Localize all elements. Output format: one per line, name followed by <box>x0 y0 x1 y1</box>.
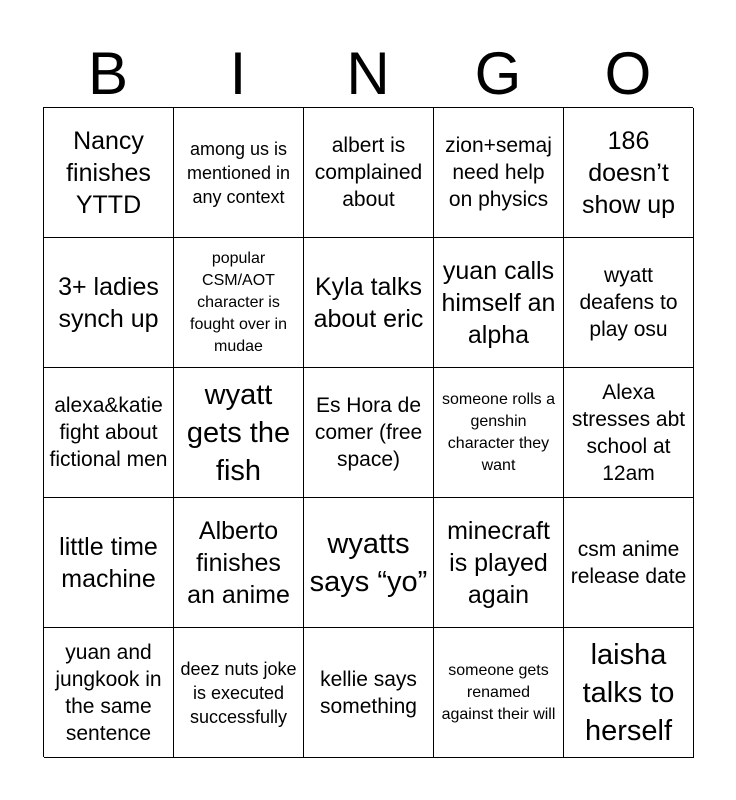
bingo-cell <box>304 628 434 758</box>
cell-text: 186 doesn’t show up <box>581 126 676 219</box>
cell-text: deez nuts joke is executed successfully <box>180 658 297 727</box>
bingo-cell <box>174 368 304 498</box>
bingo-cell <box>564 238 694 368</box>
cell-text: kellie says something <box>320 667 417 718</box>
cell-text: Kyla talks about eric <box>313 272 424 333</box>
header-letter-b: B <box>87 40 129 107</box>
header-letter-n: N <box>346 40 390 107</box>
cell-text: csm anime release date <box>570 537 687 588</box>
header-letter-g: G <box>474 40 522 107</box>
cell-text: little time machine <box>59 532 158 593</box>
bingo-cell <box>44 628 174 758</box>
cell-text: Alexa stresses abt school at 12am <box>571 380 686 485</box>
bingo-cell <box>564 628 694 758</box>
cell-text: albert is complained about <box>314 134 423 211</box>
cell-text: Es Hora de comer (free space) <box>314 394 423 471</box>
bingo-cell <box>434 238 564 368</box>
bingo-cell <box>304 498 434 628</box>
bingo-cell <box>304 238 434 368</box>
bingo-cell <box>304 368 434 498</box>
cell-text: wyatt gets the fish <box>186 378 291 487</box>
bingo-cell <box>434 498 564 628</box>
bingo-cell <box>434 108 564 238</box>
bingo-cell <box>304 108 434 238</box>
cell-text: someone gets renamed against their will <box>441 661 556 723</box>
bingo-cell <box>44 238 174 368</box>
cell-text: among us is mentioned in any context <box>186 138 291 207</box>
bingo-grid <box>43 107 693 757</box>
header-letter-i: I <box>229 40 247 107</box>
bingo-cell <box>44 108 174 238</box>
cell-text: zion+semaj need help on physics <box>445 134 552 211</box>
bingo-cell <box>564 498 694 628</box>
bingo-cell <box>564 368 694 498</box>
cell-text: minecraft is played again <box>447 516 550 609</box>
bingo-cell <box>434 368 564 498</box>
cell-text: someone rolls a genshin character they want <box>442 390 555 474</box>
bingo-cell <box>564 108 694 238</box>
bingo-cell <box>174 108 304 238</box>
bingo-cell <box>44 498 174 628</box>
cell-text: Alberto finishes an anime <box>187 516 290 609</box>
cell-text: wyatt deafens to play osu <box>579 264 678 341</box>
cell-text: Nancy finishes YTTD <box>66 126 151 219</box>
cell-text: yuan calls himself an alpha <box>441 256 556 349</box>
bingo-header <box>43 40 693 108</box>
cell-text: alexa&katie fight about fictional men <box>49 394 168 471</box>
cell-text: yuan and jungkook in the same sentence <box>55 640 162 745</box>
cell-text: laisha talks to herself <box>582 638 675 747</box>
header-letter-o: O <box>604 40 652 107</box>
bingo-cell <box>434 628 564 758</box>
cell-text: 3+ ladies synch up <box>58 272 159 333</box>
bingo-cell <box>174 628 304 758</box>
bingo-cell <box>44 368 174 498</box>
bingo-cell <box>174 238 304 368</box>
cell-text: popular CSM/AOT character is fought over in mudae <box>190 249 287 355</box>
bingo-cell <box>174 498 304 628</box>
cell-text: wyatts says “yo” <box>309 527 428 598</box>
